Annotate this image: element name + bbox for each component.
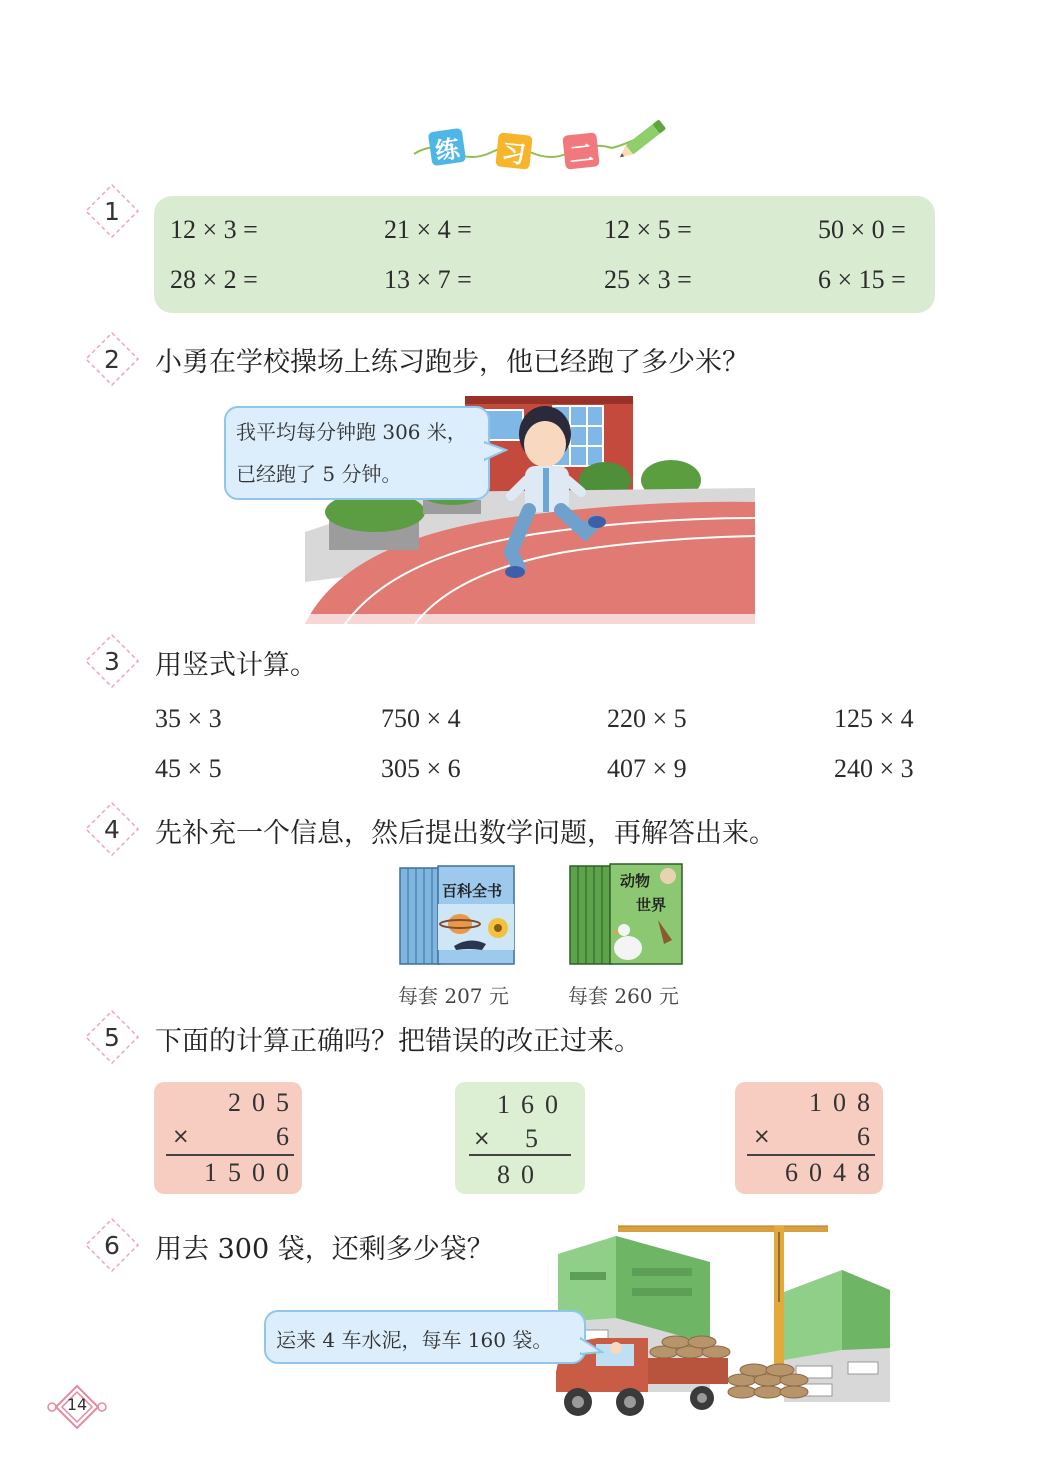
multiplier: 6 [857, 1122, 881, 1151]
bubble-tail [484, 440, 508, 462]
expression: 12 × 5 = [604, 215, 692, 244]
expression: 305 × 6 [381, 754, 461, 783]
multiplicand: 160 [497, 1090, 569, 1119]
price-label: 每套 260 元 [568, 984, 679, 1008]
animal-world-book-set [568, 862, 684, 968]
product: 6048 [785, 1158, 881, 1187]
title-char-2: 习 [495, 132, 532, 169]
multiplicand: 205 [228, 1088, 300, 1117]
problem-1-box [154, 196, 935, 313]
expression: 220 × 5 [607, 704, 687, 733]
expression: 240 × 3 [834, 754, 914, 783]
expression: 25 × 3 = [604, 265, 692, 294]
times-sign: × [473, 1126, 491, 1150]
price-label: 每套 207 元 [398, 984, 509, 1008]
encyclopedia-book-set [398, 864, 516, 968]
problem-number-6: 6 [84, 1217, 140, 1273]
expression: 407 × 9 [607, 754, 687, 783]
product: 1500 [204, 1158, 300, 1187]
multiplier: 5 [525, 1124, 549, 1153]
question-text: 小勇在学校操场上练习跑步，他已经跑了多少米？ [155, 347, 749, 378]
times-sign: × [172, 1124, 190, 1148]
expression: 28 × 2 = [170, 265, 258, 294]
question-text: 下面的计算正确吗？把错误的改正过来。 [155, 1026, 641, 1057]
book-title: 百科全书 [442, 882, 503, 900]
problem-number-4: 4 [84, 801, 140, 857]
bubble-line-2: 已经跑了 5 分钟。 [236, 462, 402, 486]
expression: 12 × 3 = [170, 215, 258, 244]
multiplier: 6 [276, 1122, 300, 1151]
expression: 45 × 5 [155, 754, 222, 783]
problem-number-5: 5 [84, 1009, 140, 1065]
page-number: 14 [66, 1395, 88, 1414]
expression: 35 × 3 [155, 704, 222, 733]
question-text: 用竖式计算。 [155, 650, 317, 681]
result-line [166, 1154, 294, 1156]
book-title-line-2: 世界 [636, 896, 667, 914]
expression: 13 × 7 = [384, 265, 472, 294]
speech-bubble [224, 406, 490, 500]
expression: 50 × 0 = [818, 215, 906, 244]
expression: 125 × 4 [834, 704, 914, 733]
speech-bubble [264, 1310, 586, 1364]
bubble-text: 运来 4 车水泥，每车 160 袋。 [276, 1328, 553, 1352]
result-line [747, 1154, 875, 1156]
bubble-tail [580, 1336, 604, 1358]
bubble-line-1: 我平均每分钟跑 306 米， [236, 420, 467, 444]
title-char-1: 练 [428, 128, 466, 166]
multiplicand: 108 [809, 1088, 881, 1117]
book-title-line-1: 动物 [620, 872, 651, 890]
vertical-calc-card [735, 1082, 883, 1194]
expression: 21 × 4 = [384, 215, 472, 244]
problem-number-3: 3 [84, 633, 140, 689]
vertical-calc-card [455, 1082, 585, 1194]
construction-site-illustration [552, 1222, 894, 1428]
problem-number-1: 1 [84, 183, 140, 239]
title-char-3: 二 [562, 132, 599, 169]
page-number-badge [44, 1382, 110, 1432]
product: 80 [497, 1160, 545, 1189]
problem-number-2: 2 [84, 331, 140, 387]
expression: 6 × 15 = [818, 265, 906, 294]
times-sign: × [753, 1124, 771, 1148]
pencil-icon [616, 119, 666, 162]
question-text: 用去 300 袋，还剩多少袋？ [155, 1234, 494, 1265]
vertical-calc-card [154, 1082, 302, 1194]
result-line [469, 1154, 571, 1156]
expression: 750 × 4 [381, 704, 461, 733]
question-text: 先补充一个信息，然后提出数学问题，再解答出来。 [155, 818, 776, 849]
page-title [412, 108, 672, 180]
